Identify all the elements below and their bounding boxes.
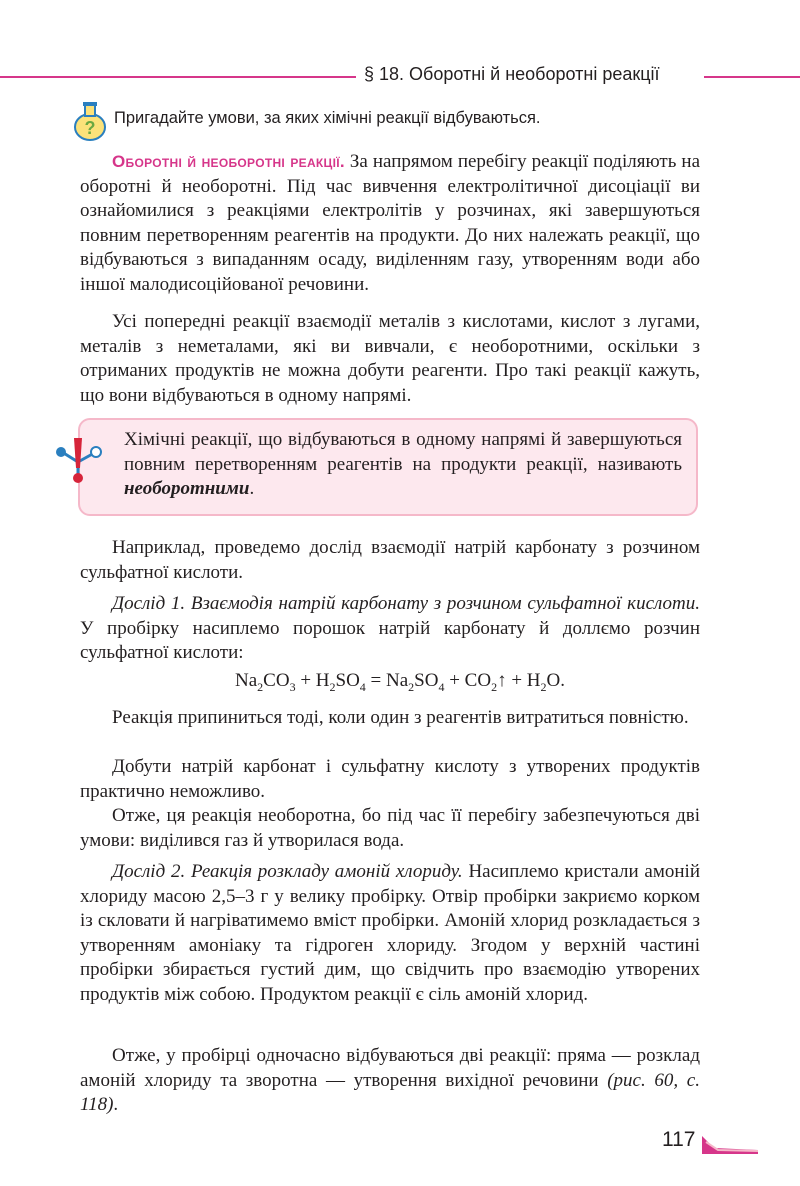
svg-text:?: ?	[84, 118, 96, 138]
definition-term: необоротними	[124, 478, 250, 500]
paragraph-irreversible: Усі попередні реакції взаємодії металів з кислотами, кислот з лугами, металів з неметалами, які ви вивчали, є необоротними, оскільки з отриманих продуктів не можна добути реагенти. Про такі реакції кажуть, що вони відбуваються в одному напрямі.	[80, 311, 700, 406]
paragraph-reaction-stop: Реакція припиниться тоді, коли один з реагентів витратиться повністю.	[112, 707, 689, 728]
paragraph-impossible: Добути натрій карбонат і сульфатну кислоту з утворених продуктів практично неможливо.	[80, 756, 700, 802]
eq-part: Na	[235, 670, 258, 691]
section-heading: Оборотні й необоротні реакції.	[112, 152, 345, 171]
exclamation-molecule-icon	[52, 432, 104, 488]
experiment-2-title: Дослід 2. Реакція розкладу амоній хлориду.	[112, 861, 463, 882]
eq-sub: 4	[438, 679, 445, 694]
eq-sub: 2	[329, 679, 336, 694]
eq-sub: 2	[408, 679, 415, 694]
eq-part: + H	[506, 670, 541, 691]
experiment-1-text: У пробірку насиплемо порошок натрій карбонату й доллємо розчин сульфатної кислоти:	[80, 617, 700, 664]
conclusion-2-end: .	[113, 1094, 119, 1116]
recall-prompt	[70, 100, 710, 142]
experiment-1-title: Дослід 1. Взаємодія натрій карбонату з розчином сульфатної кислоти.	[112, 593, 700, 614]
eq-sub: 2	[257, 679, 264, 694]
experiment-2-text: Насиплемо кристали амоній хлориду масою 2,5–3 г у велику пробірку. Отвір пробірки закриємо корком із скловати й нагріватимемо вміст пробірки. Амоній хлорид розкладається з утворенням амоніаку та гідроген хлориду. Згодом у верхній частині пробірки збирається густий дим, що свідчить про взаємодію утворених продуктів між собою. Продуктом реакції є сіль амоній хлорид.	[80, 861, 700, 1005]
eq-part: = Na	[365, 670, 409, 691]
header-rule-right	[704, 76, 800, 78]
eq-part: + H	[295, 670, 330, 691]
eq-sub: 2	[540, 679, 547, 694]
eq-sub: 4	[359, 679, 366, 694]
eq-sub: 2	[491, 679, 498, 694]
page-header-title: § 18. Оборотні й необоротні реакції	[364, 64, 660, 84]
paragraph-example: Наприклад, проведемо дослід взаємодії натрій карбонату з розчином сульфатної кислоти.	[80, 537, 700, 583]
flask-question-icon	[70, 100, 110, 142]
page-corner-swoosh-icon	[700, 1134, 760, 1154]
definition-text-main: Хімічні реакції, що відбуваються в одному напрямі й завершуються повним перетворенням реагентів на продукти реакції, називають	[124, 429, 682, 475]
conclusion-2-text: Отже, у пробірці одночасно відбуваються дві реакції: пряма — розклад амоній хлориду та зворотна — утворення вихідної речовини	[80, 1045, 700, 1091]
eq-sub: 3	[289, 679, 296, 694]
eq-part: SO	[335, 670, 360, 691]
paragraph-conclusion-2	[80, 1044, 700, 1118]
paragraph-intro	[80, 150, 700, 298]
definition-text-end: .	[249, 478, 255, 500]
paragraph-experiment-1	[80, 592, 700, 666]
gas-arrow-icon: ↑	[497, 670, 507, 691]
paragraph-experiment-2	[80, 860, 700, 1008]
recall-text: Пригадайте умови, за яких хімічні реакції відбуваються.	[114, 109, 541, 127]
eq-part: O.	[546, 670, 565, 691]
header-rule-left	[0, 76, 356, 78]
eq-part: CO	[263, 670, 290, 691]
paragraph-conclusion-1: Отже, ця реакція необоротна, бо під час її перебігу забезпечуються дві умови: виділився газ й утворилася вода.	[80, 805, 700, 851]
paragraph-intro-text: За напрямом перебігу реакції поділяють на оборотні й необоротні. Під час вивчення електролітичної дисоціації ви ознайомилися з реакціями електролітів у розчинах, які завершуються повним перетворенням реагентів на продукти. До них належать реакції, що відбуваються з випаданням осаду, виділенням газу, утворенням води або іншої малодисоційованої речовини.	[80, 151, 700, 295]
chemical-equation	[0, 670, 800, 695]
eq-part: + CO	[444, 670, 492, 691]
figure-reference: (рис. 60, с. 118)	[80, 1069, 700, 1116]
eq-part: SO	[414, 670, 439, 691]
definition-text	[124, 428, 682, 502]
page-number: 117	[662, 1128, 696, 1151]
